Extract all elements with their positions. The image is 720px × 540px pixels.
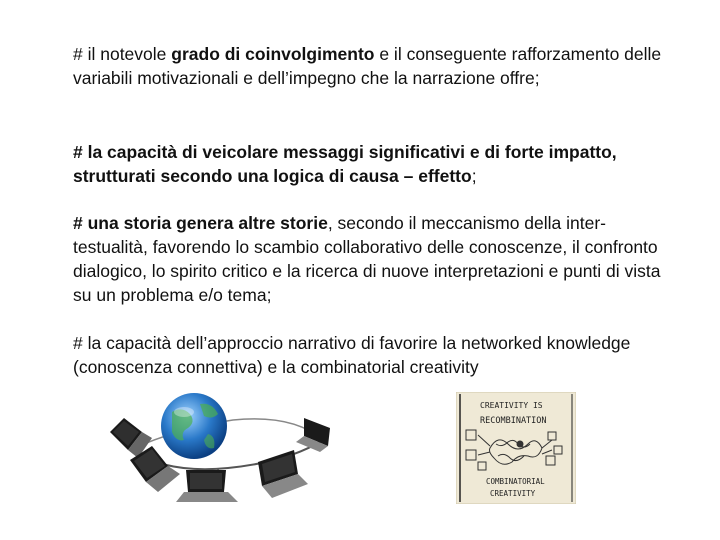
network-illustration bbox=[108, 388, 348, 506]
sketch-title-line1: CREATIVITY IS bbox=[480, 401, 543, 410]
bullet-text-post: la capacità dell’approccio narrativo di favorire la networked knowledge (conoscenza connettiva) e la combinatorial creativity bbox=[73, 333, 631, 377]
bullet-text-post: ; bbox=[471, 166, 477, 186]
sketch-footer-line2: CREATIVITY bbox=[490, 489, 536, 498]
laptop-icon-right bbox=[258, 450, 308, 498]
bullet-text-post: e il conseguente rafforzamento delle variabili motivazionali e dell’impegno che la narrazione offre; bbox=[73, 44, 662, 88]
bullet-marker: # bbox=[73, 213, 83, 233]
bullet-storia-genera-storie bbox=[73, 211, 673, 307]
bullet-text-pre: il notevole bbox=[82, 44, 172, 64]
creativity-sketch-image bbox=[456, 392, 576, 504]
bullet-text-post: , secondo il meccanismo della inter-testualità, favorendo lo scambio collaborativo delle conoscenze, il confronto dialogico, lo spirito critico e la ricerca di nuove interpretazioni e punti di vista su un problema e/o tema; bbox=[73, 213, 661, 305]
laptop-icon-top-right bbox=[296, 418, 330, 452]
laptop-icon-bottom-center bbox=[176, 470, 238, 502]
bullet-marker: # bbox=[73, 333, 83, 353]
bullet-text-bold: la capacità di veicolare messaggi significativi e di forte impatto, strutturati secondo una logica di causa – effetto bbox=[73, 142, 617, 186]
bullet-marker: # bbox=[73, 142, 83, 162]
bullet-marker: # bbox=[73, 44, 83, 64]
bullet-grado-coinvolgimento bbox=[73, 42, 673, 90]
globe-icon bbox=[161, 393, 227, 459]
bullet-messaggi-significativi bbox=[73, 140, 673, 188]
bullet-text-bold: grado di coinvolgimento bbox=[171, 44, 375, 64]
sketch-footer-line1: COMBINATORIAL bbox=[486, 477, 545, 486]
bullet-text-bold: una storia genera altre storie bbox=[82, 213, 328, 233]
sketch-title-line2: RECOMBINATION bbox=[480, 416, 547, 426]
bullet-networked-knowledge bbox=[73, 331, 673, 379]
